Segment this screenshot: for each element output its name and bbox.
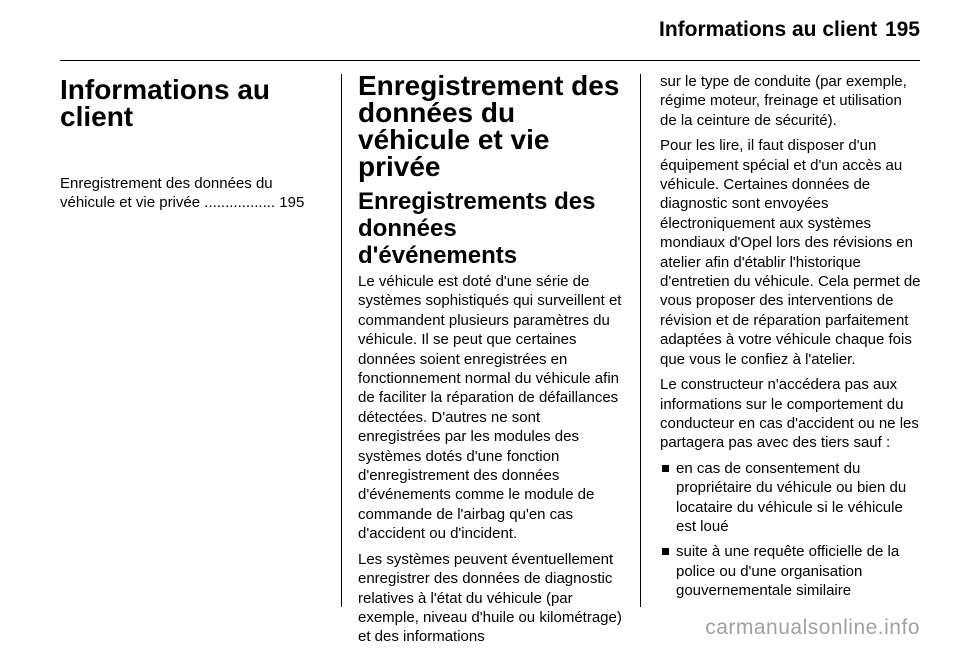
toc-entry-line-2: véhicule et vie privée ................. 195: [60, 194, 305, 211]
square-bullet-icon: [662, 465, 669, 472]
bullet-list: [660, 459, 922, 601]
column-divider-2: [640, 74, 641, 607]
body-paragraph: Le véhicule est doté d'une série de systèmes sophistiqués qui surveillent et commandent plusieurs paramètres du véhicule. Il se peut que certaines données soient enregistrées en fonctionnement normal du véhicule afin de faciliter la réparation de défaillances détectées. D'autres ne sont enregistrées par les modules des systèmes dotés d'une fonction d'enregistrement des données d'événements comme le module de commande de l'airbag qu'en cas d'accident ou d'incident.: [358, 273, 622, 543]
content-column-2: [660, 72, 922, 607]
page-number: 195: [884, 18, 920, 41]
section-subtitle: Enregistrements des données d'événements: [358, 188, 596, 269]
section-title: Enregistrement des données du véhicule et vie privée: [358, 70, 620, 182]
body-paragraph: Le constructeur n'accédera pas aux informations sur le comportement du conducteur en cas d'accident ou ne les partagera pas avec des tiers sauf :: [660, 376, 919, 452]
body-paragraph: Les systèmes peuvent éventuellement enregistrer des données de diagnostic relatives à l'état du véhicule (par exemple, niveau d'huile ou kilométrage) et des informations: [358, 550, 622, 646]
list-item: [660, 459, 922, 537]
toc-heading: Informations au client: [60, 74, 271, 132]
list-item-text: suite à une requête officielle de la police ou d'une organisation gouvernementale similaire: [676, 543, 900, 600]
toc-entry[interactable]: [60, 174, 328, 212]
list-item-text: en cas de consentement du propriétaire du véhicule ou bien du locataire du véhicule si le véhicule est loué: [676, 459, 907, 535]
content-column-1: [358, 72, 622, 653]
square-bullet-icon: [662, 548, 669, 555]
page-header-title: Informations au client: [659, 18, 878, 41]
body-paragraph: sur le type de conduite (par exemple, régime moteur, freinage et utilisation de la ceinture de sécurité).: [660, 73, 907, 129]
header-divider: [60, 60, 920, 61]
column-divider-1: [341, 74, 342, 607]
toc-entry-line-1: Enregistrement des données du: [60, 175, 273, 192]
list-item: [660, 542, 922, 600]
toc-column: [60, 72, 328, 212]
body-paragraph: Pour les lire, il faut disposer d'un équipement spécial et d'un accès au véhicule. Certaines données de diagnostic sont envoyées électroniquement aux systèmes mondiaux d'Opel lors des révisions en atelier afin d'établir l'historique d'entretien du véhicule. Cela permet de vous proposer des interventions de révision et de réparation parfaitement adaptées à votre véhicule chaque fois que vous le confiez à l'atelier.: [660, 137, 921, 368]
watermark: carmanualsonline.info: [705, 616, 920, 639]
